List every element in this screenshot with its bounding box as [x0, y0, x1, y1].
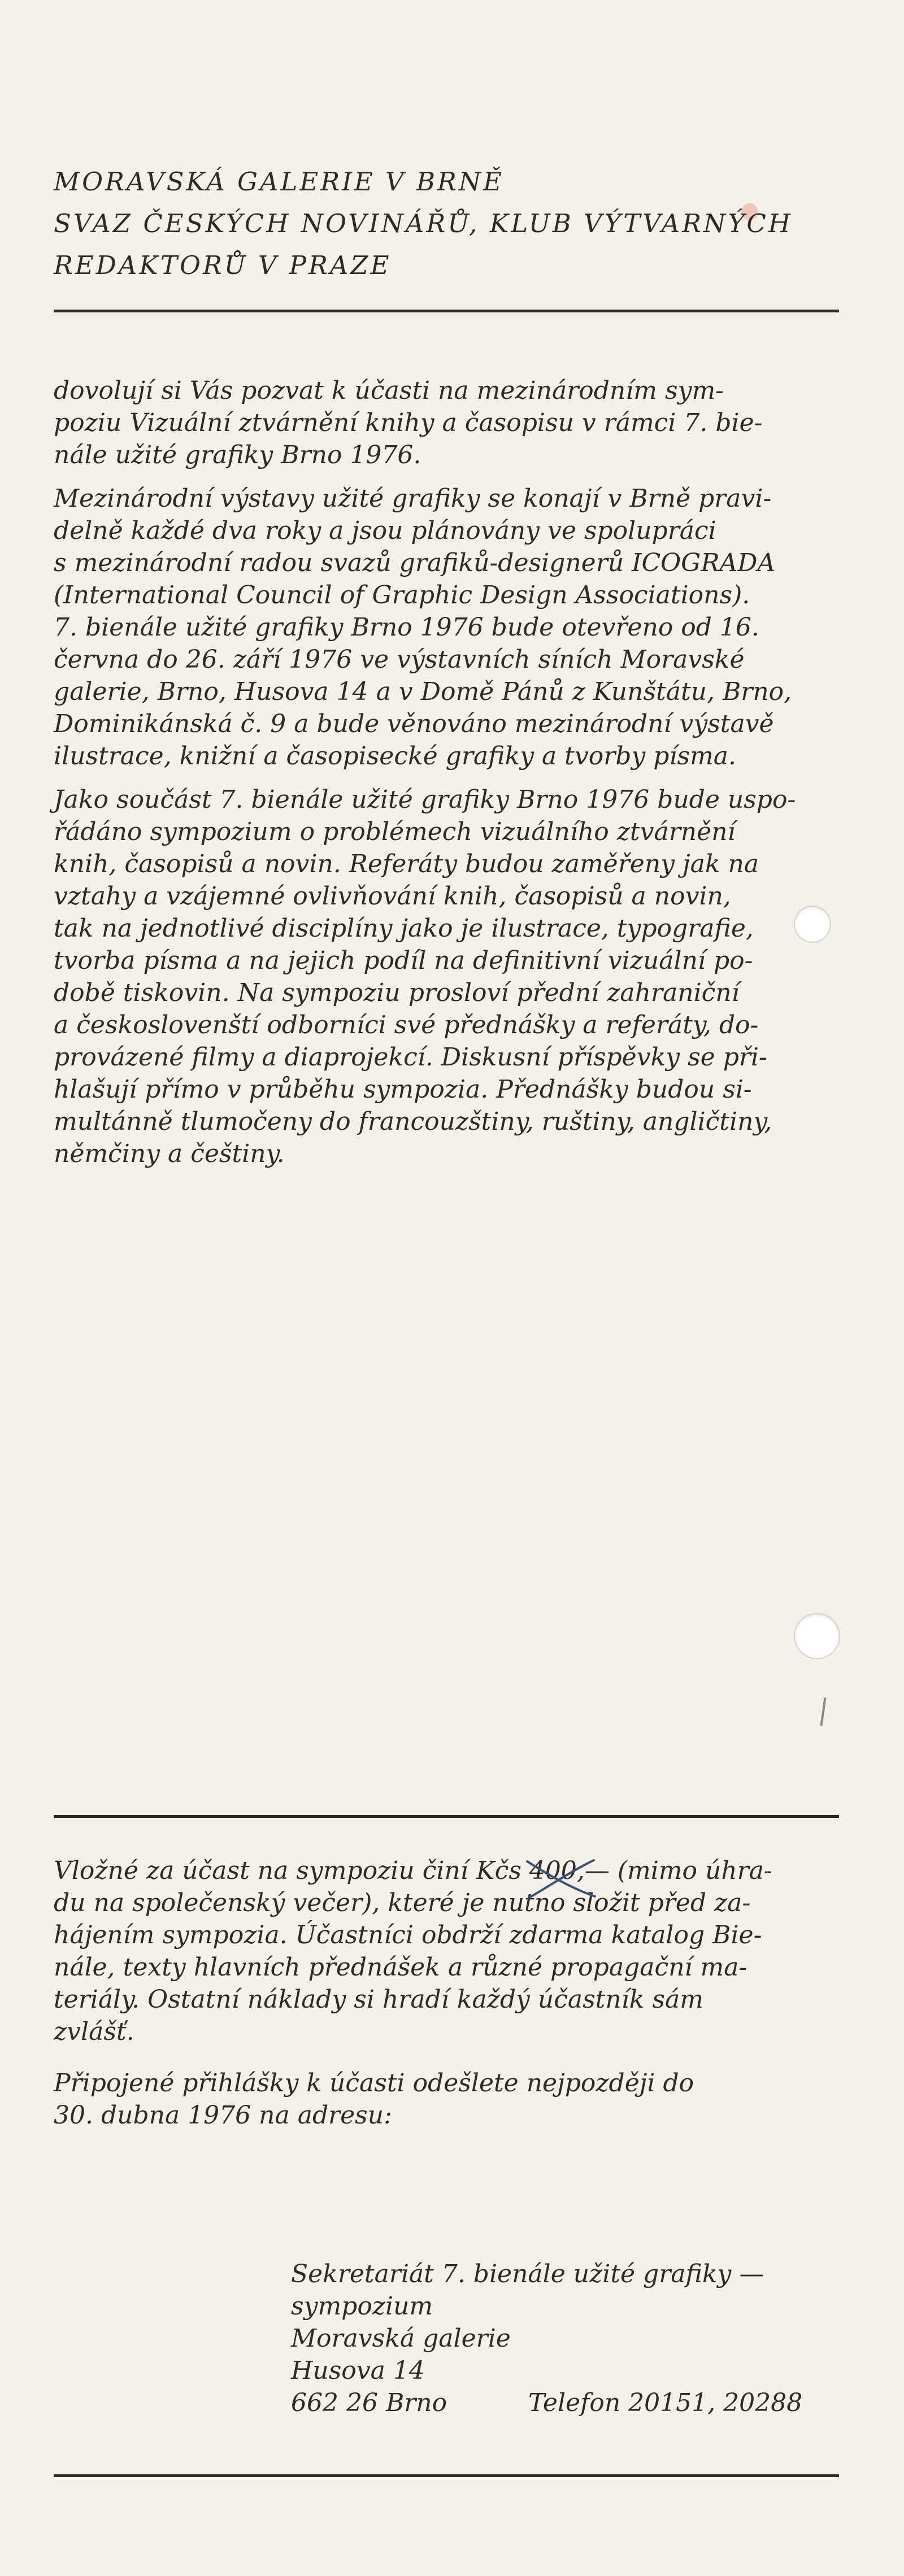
- text-line: ilustrace, knižní a časopisecké grafiky a tvorby písma.: [54, 742, 737, 771]
- postal-address: [291, 2258, 856, 2419]
- fee-paragraph: [54, 1855, 845, 2048]
- address-city-phone-line: [291, 2387, 856, 2419]
- text-line: dovolují si Vás pozvat k účasti na mezinárodním sym-: [54, 376, 724, 405]
- text-line: (International Council of Graphic Design Associations).: [54, 581, 750, 610]
- text-line: Mezinárodní výstavy užité grafiky se konají v Brně pravi-: [54, 484, 772, 513]
- letterhead-line: REDAKTORŮ V PRAZE: [54, 250, 392, 280]
- text-line: Jako součást 7. bienále užité grafiky Brno 1976 bude uspo-: [54, 785, 796, 814]
- text-line: němčiny a češtiny.: [54, 1139, 285, 1168]
- text-line: teriály. Ostatní náklady si hradí každý účastník sám: [54, 1985, 703, 2014]
- text-line: Připojené přihlášky k účasti odešlete nejpozději do: [54, 2069, 694, 2098]
- text-line: hájením sympozia. Účastníci obdrží zdarma katalog Bie-: [54, 1921, 762, 1950]
- text-line: 30. dubna 1976 na adresu:: [54, 2101, 392, 2130]
- address-line: Moravská galerie: [291, 2324, 511, 2353]
- text-line: knih, časopisů a novin. Referáty budou zaměřeny jak na: [54, 850, 759, 878]
- text-line: delně každé dva roky a jsou plánovány ve spolupráci: [54, 516, 716, 545]
- text-line: nále, texty hlavních přednášek a různé propagační ma-: [54, 1953, 747, 1982]
- address-line: Sekretariát 7. bienále užité grafiky —: [291, 2260, 764, 2288]
- punch-hole: [794, 1613, 840, 1659]
- address-city: 662 26 Brno: [291, 2388, 447, 2417]
- text-line: poziu Vizuální ztvárnění knihy a časopisu v rámci 7. bie-: [54, 408, 763, 437]
- text-line: řádáno sympozium o problémech vizuálního ztvárnění: [54, 817, 736, 846]
- phone-number: Telefon 20151, 20288: [528, 2388, 803, 2417]
- text-line: zvlášť.: [54, 2017, 134, 2046]
- text-line: 7. bienále užité grafiky Brno 1976 bude otevřeno od 16.: [54, 613, 759, 642]
- text-line: Dominikánská č. 9 a bude věnováno mezinárodní výstavě: [54, 710, 774, 738]
- address-line: Husova 14: [291, 2356, 425, 2385]
- text-line: galerie, Brno, Husova 14 a v Domě Pánů z Kunštátu, Brno,: [54, 677, 792, 706]
- exhibition-paragraph: [54, 482, 845, 772]
- text-line: multánně tlumočeny do francouzštiny, ruštiny, angličtiny,: [54, 1107, 772, 1136]
- text-line: době tiskovin. Na sympoziu prosloví přední zahraniční: [54, 978, 740, 1007]
- header-divider: [54, 310, 839, 312]
- letterhead: [54, 161, 845, 286]
- price-strike-mark: [523, 1856, 599, 1901]
- ink-mark: [820, 1698, 827, 1726]
- text-line: vztahy a vzájemné ovlivňování knih, časopisů a novin,: [54, 882, 731, 911]
- text-line: s mezinárodní radou svazů grafiků-designerů ICOGRADA: [54, 549, 776, 577]
- invitation-text: [54, 375, 845, 1170]
- letterhead-line: SVAZ ČESKÝCH NOVINÁŘŮ, KLUB VÝTVARNÝCH: [54, 208, 793, 238]
- text-line: a českoslovenští odborníci své přednášky a referáty, do-: [54, 1011, 759, 1039]
- text-line: du na společenský večer), které je nutno složit před za-: [54, 1889, 751, 1917]
- text-line: tak na jednotlivé disciplíny jako je ilustrace, typografie,: [54, 914, 754, 943]
- section-divider: [54, 1815, 839, 1818]
- text-line: tvorba písma a na jejich podíl na definitivní vizuální po-: [54, 946, 753, 975]
- address-line: sympozium: [291, 2292, 433, 2321]
- text-line: června do 26. září 1976 ve výstavních síních Moravské: [54, 645, 745, 674]
- punch-hole: [794, 906, 831, 943]
- symposium-paragraph: [54, 784, 845, 1170]
- letterhead-line: MORAVSKÁ GALERIE V BRNĚ: [54, 167, 504, 197]
- fee-text: [54, 1855, 845, 2131]
- deadline-paragraph: [54, 2067, 845, 2131]
- text-line: provázené filmy a diaprojekcí. Diskusní příspěvky se při-: [54, 1043, 767, 1072]
- footer-divider: [54, 2474, 839, 2477]
- text-line: Vložné za účast na sympoziu činí Kčs 400,— (mimo úhra-: [54, 1856, 772, 1885]
- text-line: nále užité grafiky Brno 1976.: [54, 441, 421, 469]
- intro-paragraph: [54, 375, 845, 471]
- text-line: hlašují přímo v průběhu sympozia. Přednášky budou si-: [54, 1075, 752, 1104]
